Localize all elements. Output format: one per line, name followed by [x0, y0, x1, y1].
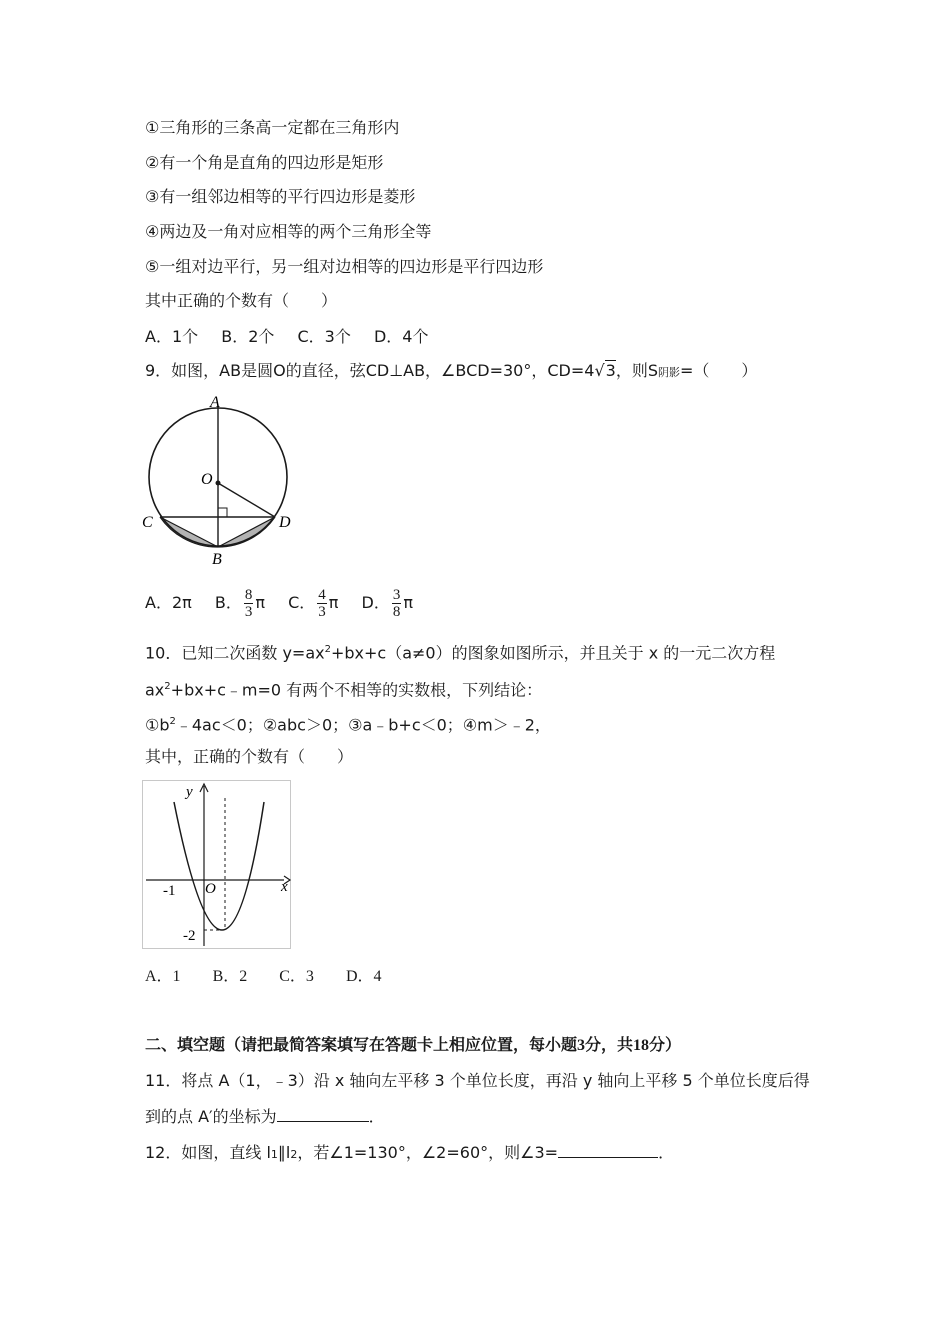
section-2-heading-a: 二、填空题（请把最简答案填写在答题卡上相应位置，每小题 — [145, 1035, 578, 1054]
q8-statement-1: ①三角形的三条高一定都在三角形内 — [145, 118, 400, 137]
q9-option-b-den: 3 — [244, 604, 253, 620]
center-point — [216, 481, 221, 486]
q9-circle-figure — [140, 392, 300, 567]
q8-option-c: C．3个 — [297, 327, 351, 346]
q9-option-c-suffix: π — [328, 593, 339, 612]
q9-option-d-suffix: π — [403, 593, 413, 612]
q9-option-a: A．2π — [145, 593, 192, 612]
q9-option-c-num: 4 — [318, 587, 326, 603]
q12-text-a: 12．如图，直线 l — [145, 1143, 271, 1162]
section-2-heading-b: 分，共 — [585, 1035, 634, 1054]
q9-option-b-fraction — [244, 587, 254, 620]
q10-option-d: D．4 — [345, 968, 382, 985]
label-origin: O — [205, 881, 216, 897]
q10-line1-a: 10．已知二次函数 y=ax — [145, 643, 325, 663]
q12-answer-blank[interactable] — [558, 1143, 658, 1158]
q12-sub-2: 2 — [290, 1148, 298, 1161]
q10-line3-sup: 2 — [169, 716, 176, 727]
q8-options — [145, 326, 446, 348]
q10-line1-sup: 2 — [324, 644, 331, 655]
q10-option-c: C．3 — [279, 968, 314, 985]
graph-frame — [143, 781, 291, 949]
q9-option-d-den: 8 — [392, 604, 401, 620]
q9-option-b-num: 8 — [244, 587, 253, 603]
q11-line2-text: 到的点 A′的坐标为 — [145, 1107, 277, 1126]
q9-option-c-fraction — [317, 587, 327, 620]
q10-option-b: B．2 — [212, 968, 248, 985]
q9-question — [145, 360, 757, 384]
label-b: B — [212, 551, 222, 567]
q9-text-a: 9．如图，AB是圆O的直径，弦CD⊥AB，∠BCD=30°，CD=4 — [145, 361, 595, 380]
q8-statement-4: ④两边及一角对应相等的两个三角形全等 — [145, 222, 432, 241]
right-angle-mark — [218, 508, 227, 517]
q9-sqrt-value: 3 — [605, 361, 616, 380]
q12-question — [145, 1142, 674, 1166]
q10-line2-b: +bx+c﹣m=0 有两个不相等的实数根，下列结论： — [170, 680, 543, 700]
q10-line1-b: +bx+c（a≠0）的图象如图所示，并且关于 x 的一元二次方程 — [330, 643, 776, 663]
section-2-heading — [145, 1034, 681, 1057]
q10-line3-a: ①b — [145, 715, 170, 735]
q9-text-c: =（ ） — [680, 361, 758, 380]
q9-subscript: 阴影 — [658, 366, 680, 379]
q9-sqrt-sign: √ — [594, 361, 605, 380]
q12-text-b: ∥l — [277, 1143, 291, 1162]
q9-text-b: ，则S — [615, 361, 658, 380]
q10-option-a: A．1 — [145, 968, 181, 985]
q10-line-2 — [145, 676, 542, 701]
q10-line-1 — [145, 639, 775, 664]
q12-text-c: ，若∠1=130°，∠2=60°，则∠3= — [297, 1143, 559, 1162]
section-2-heading-c: 分） — [649, 1035, 682, 1054]
q8-statement-5: ⑤一组对边平行，另一组对边相等的四边形是平行四边形 — [145, 257, 544, 276]
q10-line2-sup: 2 — [164, 681, 171, 692]
q10-line-3 — [145, 711, 551, 736]
label-o: O — [201, 471, 213, 488]
q8-option-a: A．1个 — [145, 327, 199, 346]
section-2-points: 3 — [577, 1037, 586, 1054]
q11-answer-blank[interactable] — [277, 1107, 369, 1122]
label-x: x — [281, 879, 288, 895]
q12-sub-1: 1 — [270, 1148, 278, 1161]
q10-line2-a: ax — [145, 680, 165, 700]
label-y: y — [186, 784, 193, 800]
label-a: A — [210, 394, 220, 411]
parabola-curve — [174, 802, 264, 930]
q12-end: ． — [658, 1143, 675, 1162]
section-2-total: 18 — [633, 1037, 650, 1054]
q9-option-c-den: 3 — [318, 604, 326, 620]
q8-statement-3: ③有一组邻边相等的平行四边形是菱形 — [145, 187, 416, 206]
q11-line-2 — [145, 1106, 385, 1128]
label-neg1: -1 — [163, 883, 176, 899]
q9-option-d-fraction — [392, 587, 402, 620]
label-d: D — [279, 514, 291, 531]
q10-line-4: 其中，正确的个数有（ ） — [145, 747, 354, 766]
q9-option-d-prefix: D． — [361, 593, 390, 612]
q9-options — [145, 585, 413, 621]
q10-line3-b: ﹣4ac＜0；②abc＞0；③a﹣b+c＜0；④m＞﹣2， — [175, 715, 551, 735]
q9-option-c-prefix: C． — [288, 593, 316, 612]
q9-option-b-suffix: π — [255, 593, 265, 612]
q8-option-b: B．2个 — [221, 327, 275, 346]
q8-question: 其中正确的个数有（ ） — [145, 291, 338, 310]
q8-option-d: D．4个 — [373, 327, 429, 346]
q8-statement-2: ②有一个角是直角的四边形是矩形 — [145, 153, 384, 172]
label-neg2: -2 — [183, 928, 196, 944]
q11-line-1: 11．将点 A（1，﹣3）沿 x 轴向左平移 3 个单位长度，再沿 y 轴向上平移 5 个单位长度后得 — [145, 1071, 810, 1090]
q9-option-d-num: 3 — [392, 587, 401, 603]
q10-options — [145, 966, 382, 988]
label-c: C — [142, 514, 153, 531]
q9-option-b-prefix: B． — [214, 593, 242, 612]
q11-end: ． — [368, 1107, 385, 1126]
q10-parabola-graph — [142, 780, 292, 950]
